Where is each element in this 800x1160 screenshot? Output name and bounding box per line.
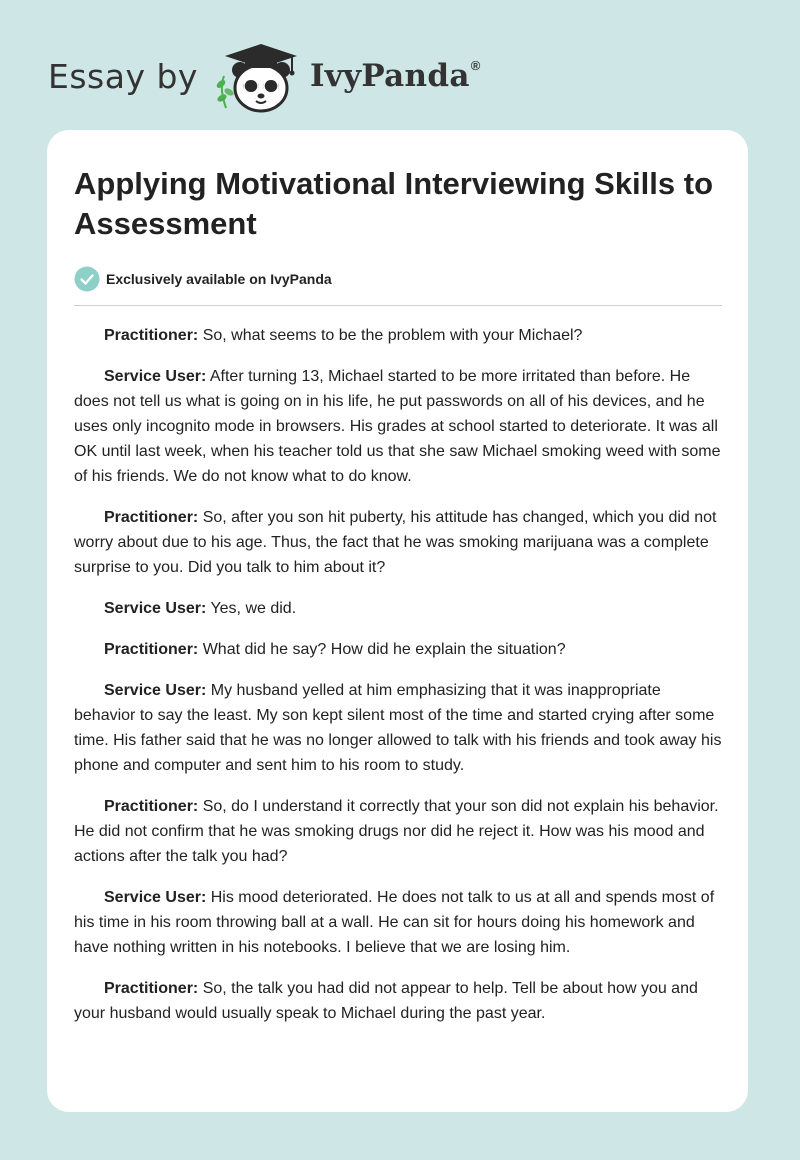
dialogue-paragraph [74,637,722,662]
checkmark-icon [74,266,100,292]
paragraph-text: So, what seems to be the problem with your Michael? [198,327,583,344]
paragraph-text: So, do I understand it correctly that your son did not explain his behavior. He did not confirm that he was smoking drugs nor did he reject it. How was his mood and actions after the talk you had? [74,798,719,865]
dialogue-paragraph [74,596,722,621]
speaker-label: Practitioner: [104,641,199,658]
speaker-label: Practitioner: [104,327,199,344]
dialogue-paragraph [74,794,722,869]
paragraph-text: After turning 13, Michael started to be more irritated than before. He does not tell us what is going on in his life, he put passwords on all of his devices, and he uses only incognito mode in browsers. His grades at school started to deteriorate. It was all OK until last week, when his teacher told us that she saw Michael smoking weed with some of his friends. We do not know what to do know. [74,368,721,485]
speaker-label: Service User: [104,889,207,906]
paragraph-text: So, the talk you had did not appear to help. Tell be about how you and your husband would usually speak to Michael during the past year. [74,980,698,1022]
page-title: Applying Motivational Interviewing Skills to Assessment [74,166,714,241]
speaker-label: Service User: [104,682,207,699]
exclusive-badge-label: Exclusively available on IvyPanda [106,271,332,287]
paragraph-text: So, after you son hit puberty, his attitude has changed, which you did not worry about due to his age. Thus, the fact that he was smoking marijuana was a complete surprise to you. Did you talk to him about it? [74,509,717,576]
dialogue-paragraph [74,885,722,960]
dialogue-paragraph [74,323,722,348]
title-divider [74,305,722,306]
paragraph-text: His mood deteriorated. He does not talk to us at all and spends most of his time in his room throwing ball at a wall. He can sit for hours doing his homework and have nothing written in his notebooks. I believe that we are losing him. [74,889,715,956]
dialogue-paragraph [74,678,722,778]
dialogue-paragraph [74,505,722,580]
dialogue-paragraph [74,976,722,1026]
paragraph-text: My husband yelled at him emphasizing that it was inappropriate behavior to say the least. My son kept silent most of the time and started crying after some time. His father said that he was no longer allowed to talk with his friends and took away his phone and computer and sent him to his room to study. [74,682,722,774]
dialogue-paragraph [74,364,722,489]
paragraph-text: Yes, we did. [206,600,297,617]
exclusive-badge [74,266,722,292]
speaker-label: Service User: [104,368,207,385]
speaker-label: Service User: [104,600,207,617]
panda-logo-icon [212,38,304,114]
essay-by-label: Essay by [48,56,198,96]
registered-mark: ® [470,58,481,73]
speaker-label: Practitioner: [104,509,199,526]
essay-card [47,130,748,1112]
essay-body [74,323,722,1026]
site-header [48,36,481,116]
speaker-label: Practitioner: [104,980,199,997]
paragraph-text: What did he say? How did he explain the situation? [198,641,566,658]
brand-name: IvyPanda® [309,58,481,94]
speaker-label: Practitioner: [104,798,199,815]
